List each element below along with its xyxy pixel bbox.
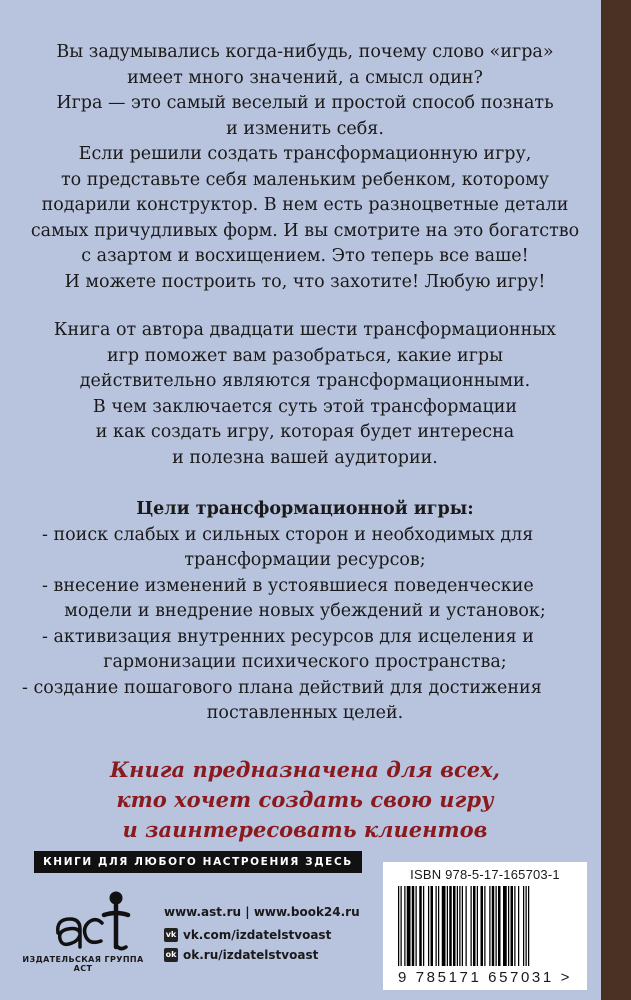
intro-paragraph [20, 40, 590, 295]
barcode-bar [412, 886, 415, 966]
barcode-bar [401, 886, 402, 966]
barcode-bar [511, 886, 514, 966]
barcode-bar [447, 886, 448, 966]
barcode-bar [442, 886, 446, 966]
goal-line: - активизация внутренних ресурсов для исцеления и [42, 626, 534, 647]
intro-line: Вы задумывались когда-нибудь, почему слово «игра» [56, 42, 554, 62]
isbn-label: ISBN 978-5-17-165703-1 [410, 867, 560, 882]
about-line: и как создать игру, которая будет интересна [95, 422, 515, 442]
book-spine [601, 0, 631, 1000]
barcode-bar [514, 886, 515, 966]
goal-line: поставленных целей. [206, 703, 404, 723]
intro-line: Игра — это самый веселый и простой способ познать [56, 93, 554, 113]
barcode-bar [508, 886, 509, 966]
barcode-bar [473, 886, 476, 966]
intro-line: И можете построить то, что захотите! Любую игру! [64, 271, 546, 292]
barcode-bar [457, 886, 458, 966]
intro-line: то представьте себя маленьким ребенком, которому [60, 169, 550, 190]
goal-line: - создание пошагового плана действий для достижения [22, 677, 542, 698]
separator: | [245, 905, 250, 919]
barcode-bar [477, 886, 478, 966]
intro-line: Если решили создать трансформационную игру, [78, 144, 532, 164]
barcode-bar [523, 886, 524, 966]
goals-title: Цели трансформационной игры: [136, 499, 474, 519]
intro-line: с азартом и восхищением. Это теперь все ваше! [81, 246, 529, 266]
barcode-bar [526, 886, 527, 966]
vk-link[interactable]: vk.com/izdatelstvoast [183, 928, 332, 942]
intro-line: самых причудливых форм. И вы смотрите на это богатство [30, 220, 580, 241]
barcode-bar [503, 886, 507, 966]
barcode-bar [398, 886, 399, 966]
barcode-bar [459, 886, 460, 966]
ok-icon: ok [164, 948, 178, 962]
barcode-bar [431, 886, 434, 966]
goal-line: модели и внедрение новых убеждений и установок; [64, 601, 546, 621]
vk-line [164, 928, 360, 942]
barcode-digits: 9 785171 657031 > [398, 969, 572, 986]
barcode-bar [471, 886, 472, 966]
tagline-line: кто хочет создать свою игру [116, 787, 494, 812]
barcode-bar [518, 886, 519, 966]
about-line: и полезна вашей аудитории. [172, 447, 438, 468]
barcode-bar [462, 886, 463, 966]
about-line: игр поможет вам разобраться, какие игры [106, 345, 504, 366]
tagline [20, 755, 590, 845]
barcode-bar [428, 886, 429, 966]
barcode-bar [416, 886, 417, 966]
ok-line [164, 948, 360, 962]
barcode-bar [438, 886, 439, 966]
barcode-bar [453, 886, 456, 966]
goal-line: - поиск слабых и сильных сторон и необходимых для [42, 524, 534, 545]
goal-line: гармонизации психического пространства; [103, 652, 507, 672]
barcode-bar [407, 886, 411, 966]
tagline-line: Книга предназначена для всех, [110, 757, 500, 782]
vk-icon: vk [164, 928, 178, 942]
barcode-bar [436, 886, 437, 966]
publisher-caption: ИЗДАТЕЛЬСКАЯ ГРУППА АСТ [22, 955, 144, 973]
barcode-bar [484, 886, 485, 966]
ast-logo-icon [18, 889, 148, 955]
slogan-band: КНИГИ ДЛЯ ЛЮБОГО НАСТРОЕНИЯ ЗДЕСЬ [34, 851, 362, 873]
barcode-block [383, 862, 587, 990]
website-link[interactable]: www.ast.ru [164, 905, 242, 919]
barcode-bar [481, 886, 484, 966]
intro-line: имеет много значений, а смысл один? [127, 67, 483, 88]
barcode-icon [396, 886, 574, 968]
websites-line [164, 905, 360, 919]
barcode-bar [492, 886, 495, 966]
website-link[interactable]: www.book24.ru [253, 905, 360, 919]
barcode-bar [449, 886, 452, 966]
goal-line: трансформации ресурсов; [184, 550, 426, 570]
about-line: действительно являются трансформационными. [79, 371, 531, 391]
publisher-contacts [164, 905, 360, 962]
barcode-bar [404, 886, 405, 966]
barcode-bar [528, 886, 529, 966]
about-line: Книга от автора двадцати шести трансформационных [53, 320, 557, 340]
publisher-logo [18, 889, 148, 989]
barcode-bar [489, 886, 490, 966]
barcode-bar [496, 886, 497, 966]
about-paragraph [20, 318, 590, 471]
tagline-line: и заинтересовать клиентов [122, 817, 488, 842]
goal-line: - внесение изменений в устоявшиеся поведенческие [42, 575, 534, 596]
intro-line: подарили конструктор. В нем есть разноцветные детали [41, 195, 569, 215]
intro-line: и изменить себя. [226, 118, 384, 139]
about-line: В чем заключается суть этой трансформации [92, 396, 518, 417]
barcode-bar [466, 886, 467, 966]
barcode-bar [419, 886, 422, 966]
goals-section [20, 497, 590, 727]
ok-link[interactable]: ok.ru/izdatelstvoast [183, 948, 319, 962]
barcode-bar [423, 886, 424, 966]
barcode-bar [498, 886, 501, 966]
